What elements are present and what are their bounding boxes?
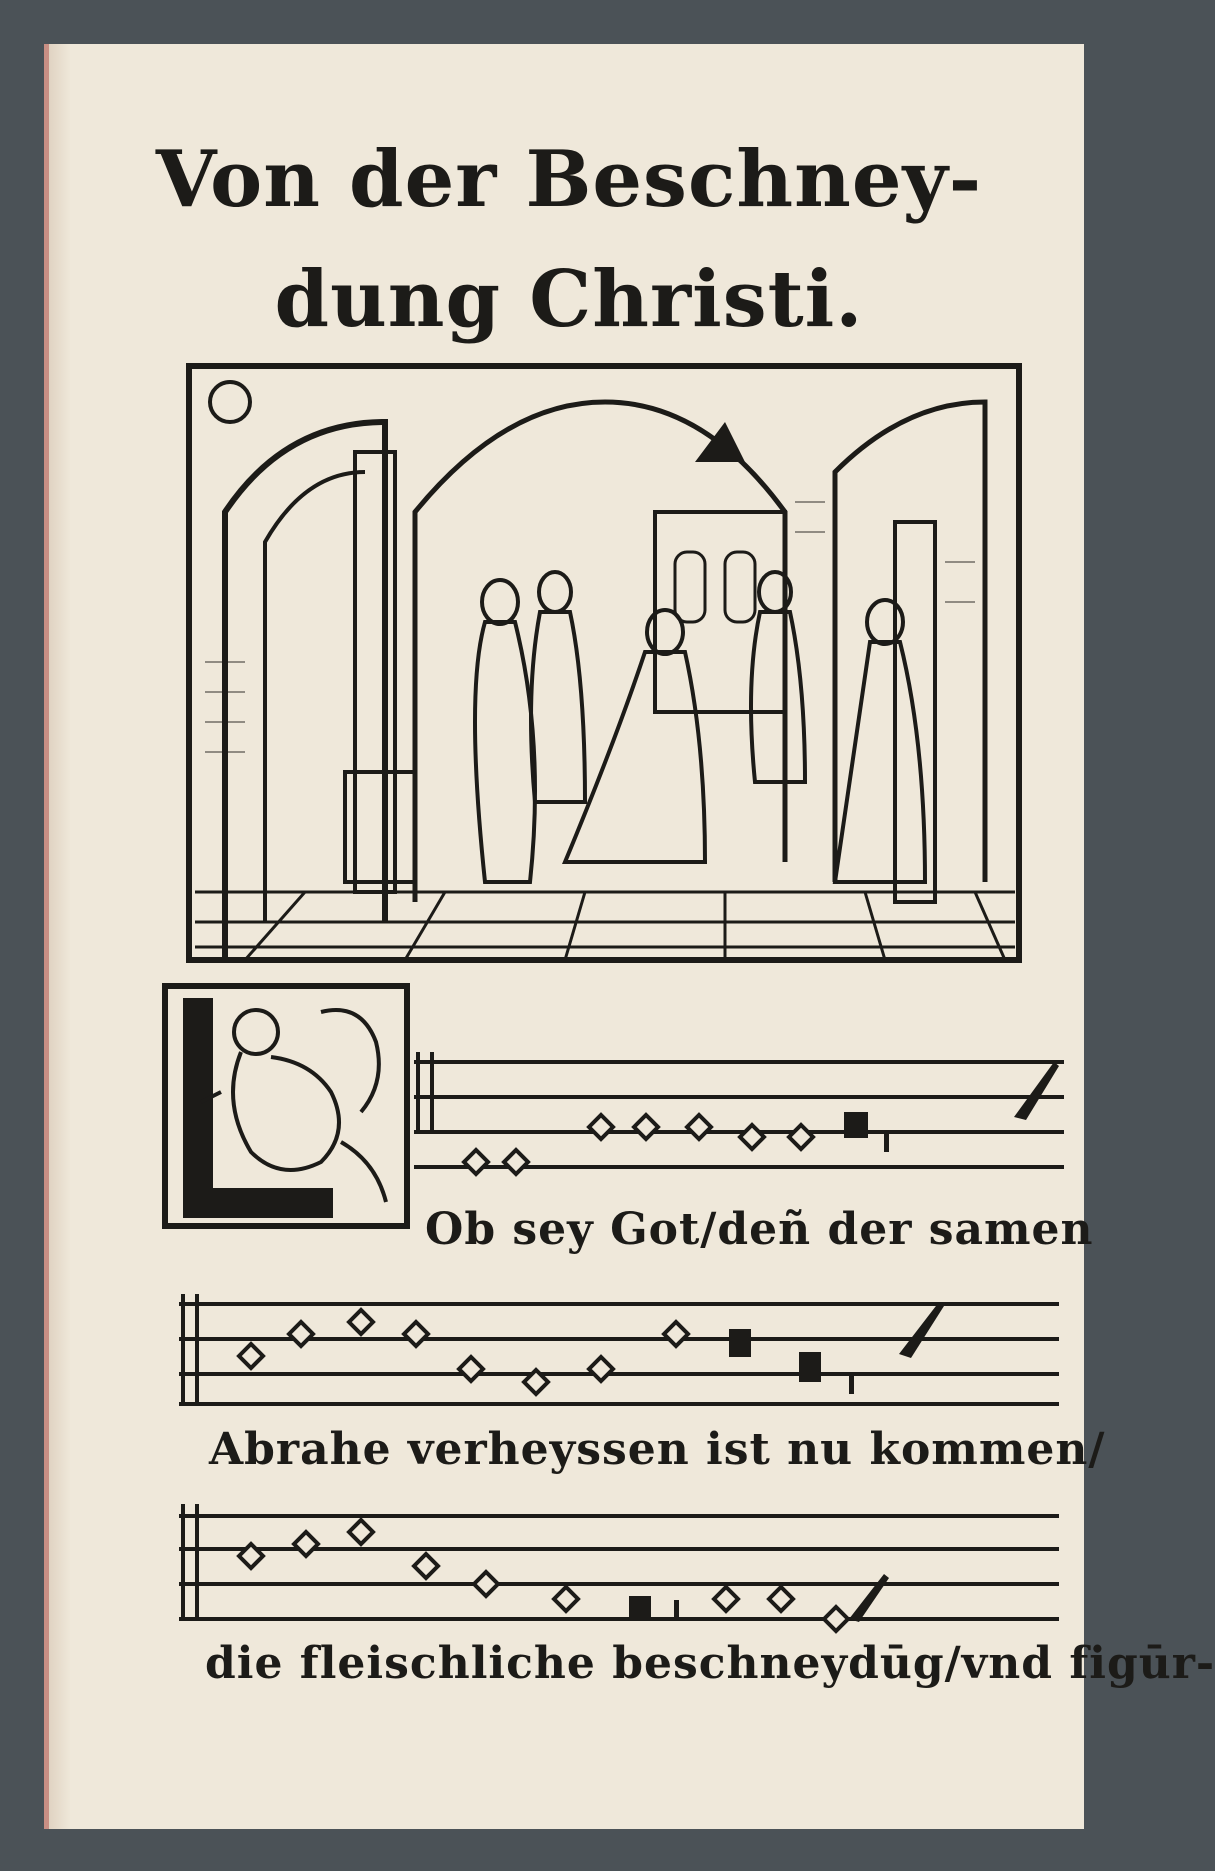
decorated-initial-letter: [161, 982, 411, 1230]
book-page: [44, 44, 1215, 1829]
page-title-line-1: Von der Beschney-: [155, 134, 983, 225]
lyric-line-1: Ob sey Got/deñ der samen: [425, 1204, 1094, 1255]
music-staff-3: [169, 1504, 1069, 1634]
woodcut-illustration: [185, 362, 1023, 964]
music-staff-2: [169, 1294, 1069, 1414]
page-title-line-2: dung Christi.: [274, 254, 864, 345]
lyric-line-2: Abrahe verheyssen ist nu kommen/: [209, 1424, 1106, 1475]
music-staff-1: [404, 1052, 1074, 1192]
lyric-line-3: die fleischliche beschneydūg/vnd figūr-: [205, 1638, 1215, 1689]
